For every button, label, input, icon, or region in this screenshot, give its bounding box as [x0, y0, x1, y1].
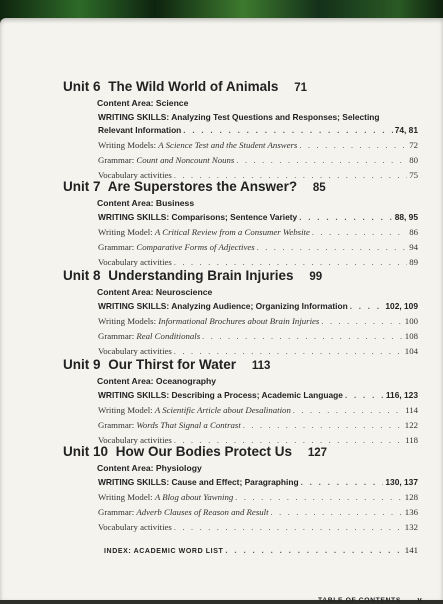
- unit-page-number: 71: [294, 82, 307, 94]
- unit-heading: [63, 444, 327, 459]
- unit-page-number: 85: [312, 182, 326, 194]
- page-reference: 100: [404, 316, 418, 326]
- page-reference: 132: [404, 522, 418, 532]
- running-footer-label: TABLE OF CONTENTS: [318, 597, 401, 604]
- page-reference: 136: [404, 507, 418, 517]
- content-area: Content Area: Science: [97, 98, 189, 108]
- page-reference: 102, 109: [385, 301, 418, 311]
- vocabulary-entry: Vocabulary activities . . . 89: [98, 257, 418, 270]
- page-reference: 104: [404, 346, 418, 356]
- vocabulary-entry: Vocabulary activities . . . 132: [98, 522, 418, 535]
- content-area: Content Area: Business: [97, 198, 195, 208]
- page-reference: 108: [404, 331, 418, 341]
- page-reference: 80: [409, 155, 418, 165]
- page-reference: 94: [409, 242, 418, 252]
- unit-number: Unit 9: [63, 357, 101, 372]
- writing-model-entry: Writing Models: Informational Brochures about Brain Injuries . . . 100: [98, 316, 418, 329]
- writing-model-entry: Writing Model: A Blog about Yawning . . . 128: [98, 492, 418, 505]
- writing-skills-entry: WRITING SKILLS: Cause and Effect; Paragraphing . . . 130, 137: [98, 477, 418, 490]
- page-reference: 74, 81: [394, 125, 418, 135]
- writing-model-entry: Writing Model: A Critical Review from a Consumer Website . . . 86: [98, 227, 418, 240]
- page-reference: 116, 123: [385, 390, 418, 400]
- unit-title: The Wild World of Animals: [108, 79, 279, 94]
- unit-title: Understanding Brain Injuries: [108, 268, 294, 283]
- grammar-entry: Grammar: Count and Noncount Nouns . . . 80: [98, 155, 418, 168]
- content-area: Content Area: Neuroscience: [97, 287, 213, 297]
- writing-skills-entry: WRITING SKILLS: Analyzing Audience; Organizing Information . . . 102, 109: [98, 301, 418, 314]
- writing-model-entry: Writing Models: A Science Test and the Student Answers . . . 72: [98, 140, 418, 153]
- page-reference: 88, 95: [394, 212, 418, 222]
- page-reference: 89: [409, 257, 418, 267]
- grammar-entry: Grammar: Comparative Forms of Adjectives . . . 94: [98, 242, 418, 255]
- unit-number: Unit 8: [63, 268, 101, 283]
- unit-heading: [63, 179, 326, 194]
- index-label: INDEX: ACADEMIC WORD LIST: [104, 548, 224, 555]
- unit-number: Unit 6: [63, 79, 101, 94]
- unit-page-number: 127: [307, 447, 328, 459]
- vocabulary-entry: Vocabulary activities . . . 118: [98, 435, 418, 448]
- page-reference: 128: [404, 492, 418, 502]
- page-reference: 86: [409, 227, 418, 237]
- page-reference: 72: [409, 140, 418, 150]
- page-reference: 130, 137: [385, 477, 418, 487]
- page-reference: 118: [405, 435, 418, 445]
- unit-title: How Our Bodies Protect Us: [115, 444, 293, 459]
- unit-page-number: 113: [251, 360, 271, 372]
- writing-model-entry: Writing Model: A Scientific Article about Desalination . . . 114: [98, 405, 418, 418]
- unit-heading: [63, 79, 307, 94]
- vocabulary-entry: Vocabulary activities . . . 104: [98, 346, 418, 359]
- vocabulary-entry: Vocabulary activities . . . 75: [98, 170, 418, 183]
- unit-number: Unit 10: [63, 444, 109, 459]
- page-reference: 122: [404, 420, 418, 430]
- unit-heading: [63, 268, 322, 283]
- grammar-entry: Grammar: Real Conditionals . . . 108: [98, 331, 418, 344]
- book-page: [0, 18, 443, 604]
- unit-heading: [63, 357, 270, 372]
- writing-skills-entry: WRITING SKILLS: Analyzing Test Questions and Responses; Selecting: [98, 112, 380, 122]
- content-area: Content Area: Physiology: [97, 463, 202, 473]
- grammar-entry: Grammar: Adverb Clauses of Reason and Result . . . 136: [98, 507, 418, 520]
- unit-title: Our Thirst for Water: [108, 357, 237, 372]
- content-area: Content Area: Oceanography: [97, 376, 217, 386]
- writing-skills-entry: WRITING SKILLS: Comparisons; Sentence Variety . . . 88, 95: [98, 212, 418, 225]
- folio-number: v: [417, 595, 423, 604]
- index-entry: [104, 545, 418, 558]
- writing-skills-entry-cont: Relevant Information . . . 74, 81: [98, 125, 418, 138]
- unit-title: Are Superstores the Answer?: [107, 179, 298, 194]
- page-reference: 75: [409, 170, 418, 180]
- unit-page-number: 99: [309, 271, 323, 283]
- writing-skills-entry: WRITING SKILLS: Describing a Process; Academic Language . . . 116, 123: [98, 390, 418, 403]
- page-reference: 141: [404, 545, 418, 555]
- grammar-entry: Grammar: Words That Signal a Contrast . . . 122: [98, 420, 418, 433]
- page-reference: 114: [405, 405, 418, 415]
- unit-number: Unit 7: [63, 179, 101, 194]
